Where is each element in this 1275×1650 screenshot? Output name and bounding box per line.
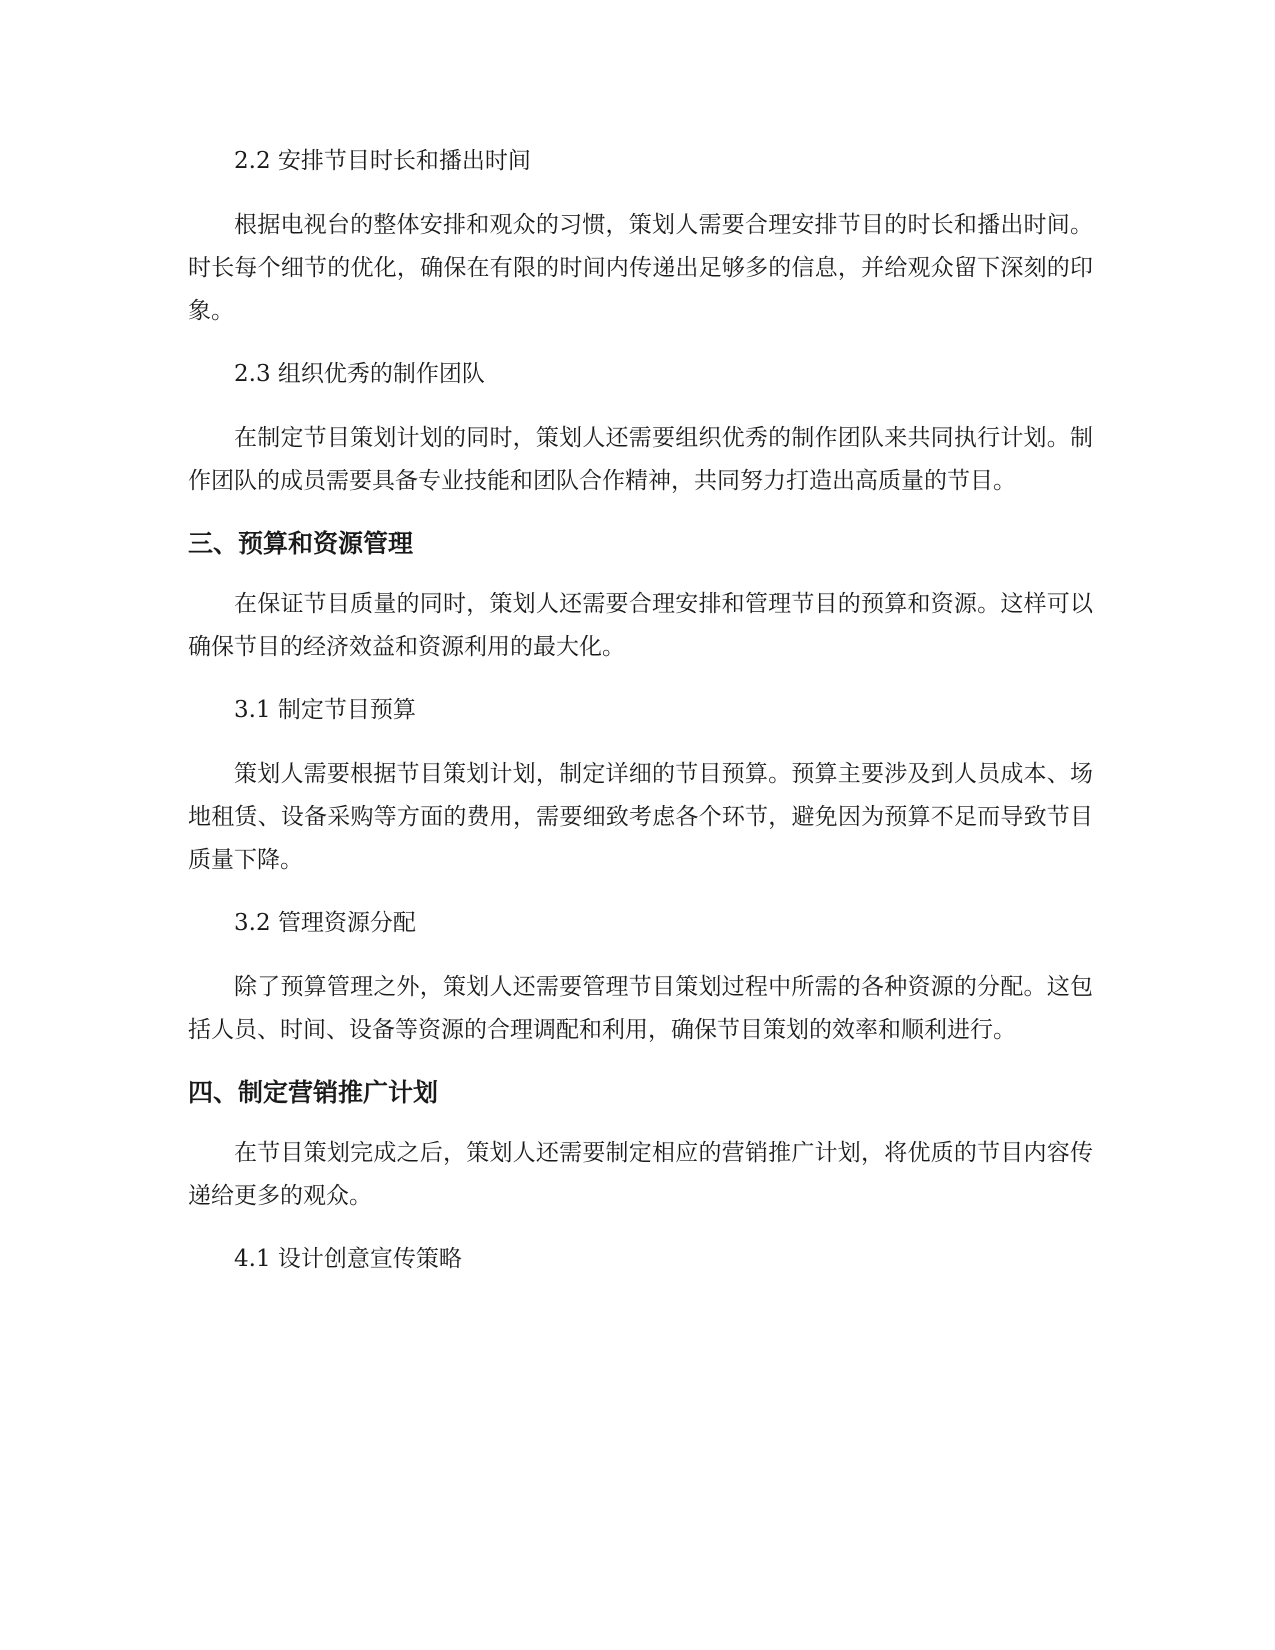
section-heading-4: 四、制定营销推广计划 (188, 1078, 439, 1107)
document-page (188, 140, 1093, 1302)
subsection-title-2-3: 2.3 组织优秀的制作团队 (234, 361, 485, 387)
subsection-title-4-1: 4.1 设计创意宣传策略 (234, 1246, 462, 1272)
paragraph-3: 在保证节目质量的同时，策划人还需要合理安排和管理节目的预算和资源。这样可以确保节目的经济效益和资源利用的最大化。 (188, 591, 1093, 660)
subsection-title-2-2: 2.2 安排节目时长和播出时间 (234, 148, 531, 174)
subsection-title-3-2: 3.2 管理资源分配 (234, 910, 416, 936)
paragraph-3-2: 除了预算管理之外，策划人还需要管理节目策划过程中所需的各种资源的分配。这包括人员、时间、设备等资源的合理调配和利用，确保节目策划的效率和顺利进行。 (188, 974, 1093, 1043)
paragraph-3-1: 策划人需要根据节目策划计划，制定详细的节目预算。预算主要涉及到人员成本、场地租赁、设备采购等方面的费用，需要细致考虑各个环节，避免因为预算不足而导致节目质量下降。 (188, 761, 1093, 873)
subsection-title-3-1: 3.1 制定节目预算 (234, 697, 416, 723)
paragraph-2-3: 在制定节目策划计划的同时，策划人还需要组织优秀的制作团队来共同执行计划。制作团队的成员需要具备专业技能和团队合作精神，共同努力打造出高质量的节目。 (188, 425, 1093, 494)
section-heading-3: 三、预算和资源管理 (188, 529, 414, 558)
paragraph-2-2: 根据电视台的整体安排和观众的习惯，策划人需要合理安排节目的时长和播出时间。时长每个细节的优化，确保在有限的时间内传递出足够多的信息，并给观众留下深刻的印象。 (188, 212, 1093, 324)
paragraph-4: 在节目策划完成之后，策划人还需要制定相应的营销推广计划，将优质的节目内容传递给更多的观众。 (188, 1140, 1093, 1209)
